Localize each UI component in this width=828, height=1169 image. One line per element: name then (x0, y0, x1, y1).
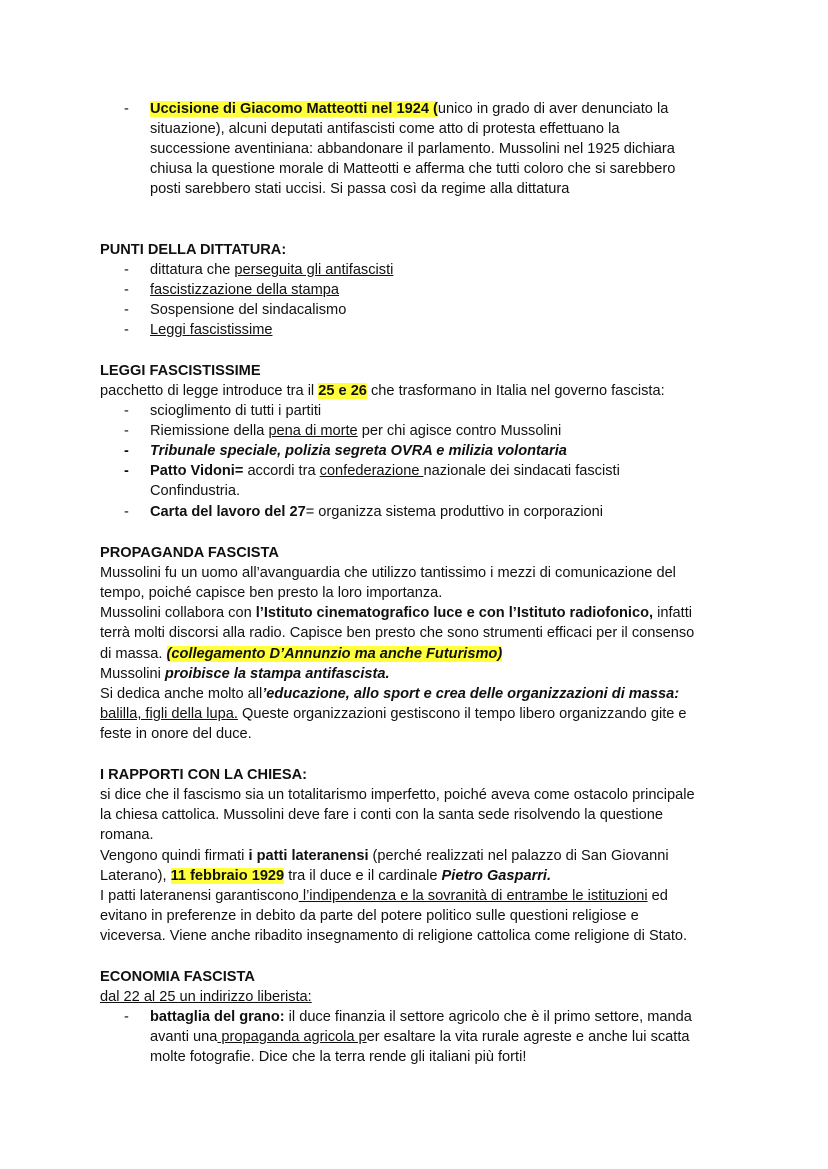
bullet-dash: - (124, 463, 129, 479)
chiesa-line-6: I patti lateranensi garantiscono l’indipendenza e la sovranità di entrambe le istituzioni ed (100, 888, 668, 904)
chiesa-heading: I RAPPORTI CON LA CHIESA: (100, 767, 308, 783)
chiesa-line-3: romana. (100, 827, 154, 843)
matteotti-line-1: Uccisione di Giacomo Matteotti nel 1924 (unico in grado di aver denunciato la (150, 101, 669, 117)
matteotti-line-3: successione aventiniana: abbandonare il parlamento. Mussolini nel 1925 dichiara (150, 141, 675, 157)
leggi-intro: pacchetto di legge introduce tra il 25 e 26 che trasformano in Italia nel governo fascista: (100, 383, 665, 399)
bullet-dash: - (124, 504, 129, 520)
chiesa-line-5: Laterano), 11 febbraio 1929 tra il duce e il cardinale Pietro Gasparri. (100, 868, 552, 884)
punti-item-3: Sospensione del sindacalismo (150, 302, 347, 318)
leggi-item-5: Carta del lavoro del 27= organizza sistema produttivo in corporazioni (150, 504, 604, 520)
bullet-dash: - (124, 282, 129, 298)
bullet-dash: - (124, 403, 129, 419)
propaganda-line-1: Mussolini fu un uomo all’avanguardia che utilizzo tantissimo i mezzi di comunicazione del (100, 565, 676, 581)
bullet-dash: - (124, 262, 129, 278)
propaganda-line-3: Mussolini collabora con l’Istituto cinematografico luce e con l’Istituto radiofonico, infatti (100, 605, 692, 621)
punti-heading: PUNTI DELLA DITTATURA: (100, 242, 287, 258)
punti-item-1: dittatura che perseguita gli antifascisti (150, 262, 394, 278)
matteotti-line-5: posti sarebbero stati uccisi. Si passa così da regime alla dittatura (150, 181, 570, 197)
leggi-heading: LEGGI FASCISTISSIME (100, 363, 261, 379)
chiesa-line-8: viceversa. Viene anche ribadito insegnamento di religione cattolica come religione di Stato. (100, 928, 688, 944)
economia-item-1: battaglia del grano: il duce finanzia il settore agricolo che è il primo settore, manda (150, 1009, 692, 1025)
matteotti-line-2: situazione), alcuni deputati antifascisti come atto di protesta effettuano la (150, 121, 620, 137)
bullet-dash: - (124, 443, 129, 459)
chiesa-line-4: Vengono quindi firmati i patti lateranensi (perché realizzati nel palazzo di San Giovanni (100, 848, 669, 864)
bullet-dash: - (124, 101, 129, 117)
propaganda-line-4: terrà molti discorsi alla radio. Capisce ben presto che sono strumenti efficaci per il consenso (100, 625, 695, 641)
punti-item-4: Leggi fascistissime (150, 322, 273, 338)
leggi-item-3: Tribunale speciale, polizia segreta OVRA e milizia volontaria (150, 443, 567, 459)
leggi-item-2: Riemissione della pena di morte per chi agisce contro Mussolini (150, 423, 562, 439)
punti-item-2: fascistizzazione della stampa (150, 282, 339, 298)
economia-item-1-cont: avanti una propaganda agricola per esaltare la vita rurale agreste e anche lui scatta (150, 1029, 690, 1045)
chiesa-line-2: la chiesa cattolica. Mussolini deve fare i conti con la santa sede risolvendo la questione (100, 807, 663, 823)
leggi-item-1: scioglimento di tutti i partiti (150, 403, 322, 419)
leggi-item-4-cont: Confindustria. (150, 483, 241, 499)
propaganda-line-9: feste in onore del duce. (100, 726, 252, 742)
bullet-dash: - (124, 322, 129, 338)
economia-heading: ECONOMIA FASCISTA (100, 969, 255, 985)
bullet-dash: - (124, 1009, 129, 1025)
propaganda-line-5: di massa. (collegamento D’Annunzio ma anche Futurismo) (100, 646, 503, 662)
matteotti-line-4: chiusa la questione morale di Matteotti e afferma che tutti coloro che si sarebbero (150, 161, 676, 177)
economia-item-1-cont-2: molte fotografie. Dice che la terra rende gli italiani più forti! (150, 1049, 527, 1065)
propaganda-heading: PROPAGANDA FASCISTA (100, 545, 279, 561)
propaganda-line-8: balilla, figli della lupa. Queste organizzazioni gestiscono il tempo libero organizzando gite e (100, 706, 687, 722)
propaganda-line-2: tempo, poiché capisce ben presto la loro importanza. (100, 585, 443, 601)
bullet-dash: - (124, 423, 129, 439)
bullet-dash: - (124, 302, 129, 318)
chiesa-line-1: si dice che il fascismo sia un totalitarismo imperfetto, poiché aveva come ostacolo principale (100, 787, 695, 803)
economia-line-1: dal 22 al 25 un indirizzo liberista: (100, 989, 312, 1005)
leggi-item-4: Patto Vidoni= accordi tra confederazione nazionale dei sindacati fascisti (150, 463, 620, 479)
propaganda-line-6: Mussolini proibisce la stampa antifascista. (100, 666, 390, 682)
propaganda-line-7: Si dedica anche molto all’educazione, allo sport e crea delle organizzazioni di massa: (100, 686, 680, 702)
chiesa-line-7: evitano in preferenze in debito da parte del potere politico sulle questioni religiose e (100, 908, 639, 924)
